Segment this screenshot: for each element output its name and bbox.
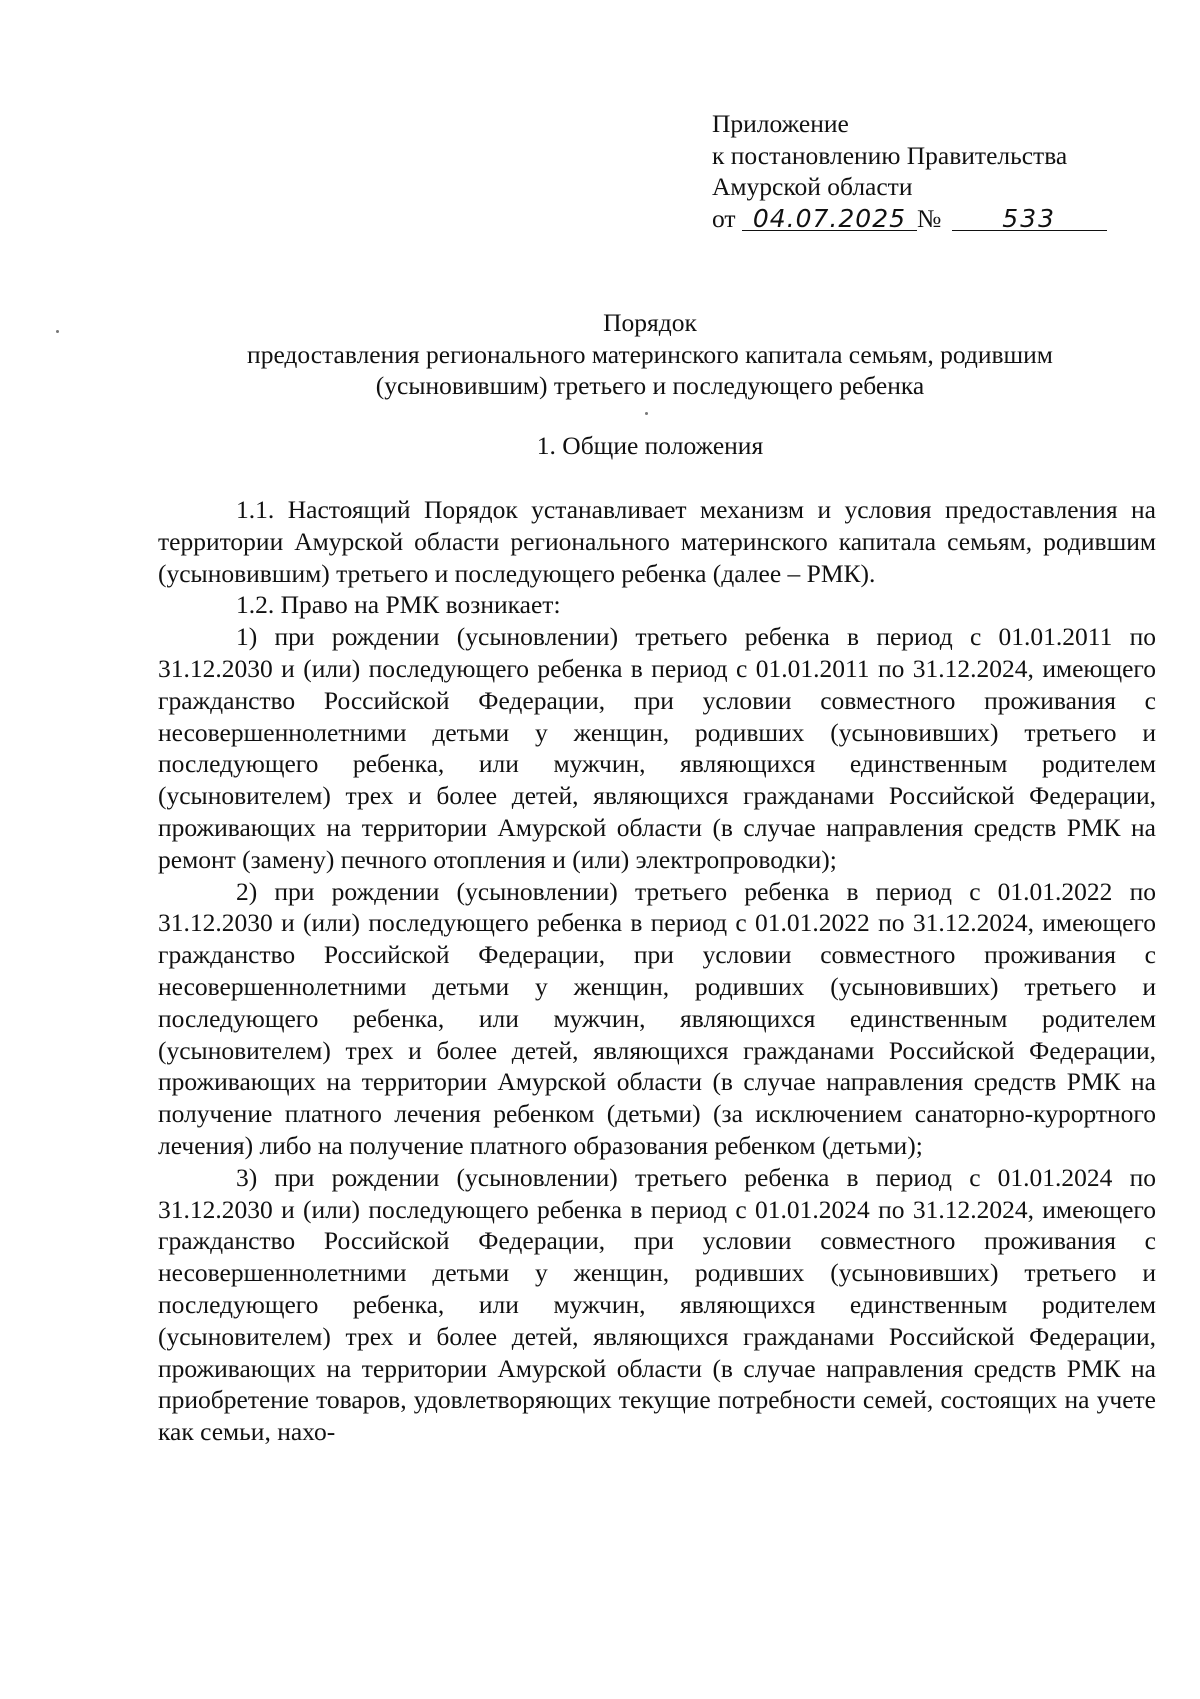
paragraph-1-2: 1.2. Право на РМК возникает: (236, 590, 561, 620)
handwritten-date: 04.07.2025 (742, 208, 917, 231)
scan-speck (56, 330, 59, 333)
title-line-1: Порядок (603, 308, 697, 337)
date-prefix: от (712, 203, 736, 233)
appendix-line-3: Амурской области (712, 172, 913, 201)
list-item-3: 3) при рождении (усыновлении) третьего ребенка в период с 01.01.2024 по 31.12.2030 и (или) последующего ребенка в период с 01.01.2024 по 31.12.2024, имеющего гражданство Российской Федерации, при условии совместного проживания с несовершеннолетними детьми у женщин, родивших (усыновивших) третьего и последующего ребенка, или мужчин, являющихся единственным родителем (усыновителем) трех и более детей, являющихся гражданами Российской Федерации, проживающих на территории Амурской области (в случае направления средств РМК на приобретение товаров, удовлетворяющих текущие потребности семей, состоящих на учете как семьи, нахо- (158, 1162, 1156, 1447)
appendix-line-1: Приложение (712, 109, 849, 138)
list-item-1: 1) при рождении (усыновлении) третьего ребенка в период с 01.01.2011 по 31.12.2030 и (или) последующего ребенка в период с 01.01.2011 по 31.12.2024, имеющего гражданство Российской Федерации, при условии совместного проживания с несовершеннолетними детьми у женщин, родивших (усыновивших) третьего и последующего ребенка, или мужчин, являющихся единственным родителем (усыновителем) трех и более детей, являющихся гражданами Российской Федерации, проживающих на территории Амурской области (в случае направления средств РМК на ремонт (замену) печного отопления и (или) электропроводки); (158, 622, 1156, 874)
document-title (150, 307, 1150, 402)
list-item-2: 2) при рождении (усыновлении) третьего ребенка в период с 01.01.2022 по 31.12.2030 и (или) последующего ребенка в период с 01.01.2022 по 31.12.2024, имеющего гражданство Российской Федерации, при условии совместного проживания с несовершеннолетними детьми у женщин, родивших (усыновивших) третьего и последующего ребенка, или мужчин, являющихся единственным родителем (усыновителем) трех и более детей, являющихся гражданами Российской Федерации, проживающих на территории Амурской области (в случае направления средств РМК на получение платного лечения ребенком (детьми) (за исключением санаторно-курортного лечения) либо на получение платного образования ребенком (детьми); (158, 876, 1156, 1160)
section-heading: 1. Общие положения (536, 431, 764, 460)
paragraph-1-1: 1.1. Настоящий Порядок устанавливает механизм и условия предоставления на территории Амурской области регионального материнского капитала семьям, родившим (усыновившим) третьего и последующего ребенка (далее – РМК). (158, 495, 1156, 588)
number-prefix: № (916, 203, 942, 233)
document-body (158, 494, 1156, 1448)
appendix-block (712, 108, 1107, 234)
appendix-line-2: к постановлению Правительства (712, 140, 1068, 170)
title-line-2: предоставления регионального материнского капитала семьям, родившим (247, 339, 1053, 369)
scan-speck (645, 412, 648, 415)
handwritten-number: 533 (952, 208, 1107, 231)
title-line-3: (усыновившим) третьего и последующего ребенка (375, 371, 925, 400)
appendix-date-line (712, 203, 1107, 235)
